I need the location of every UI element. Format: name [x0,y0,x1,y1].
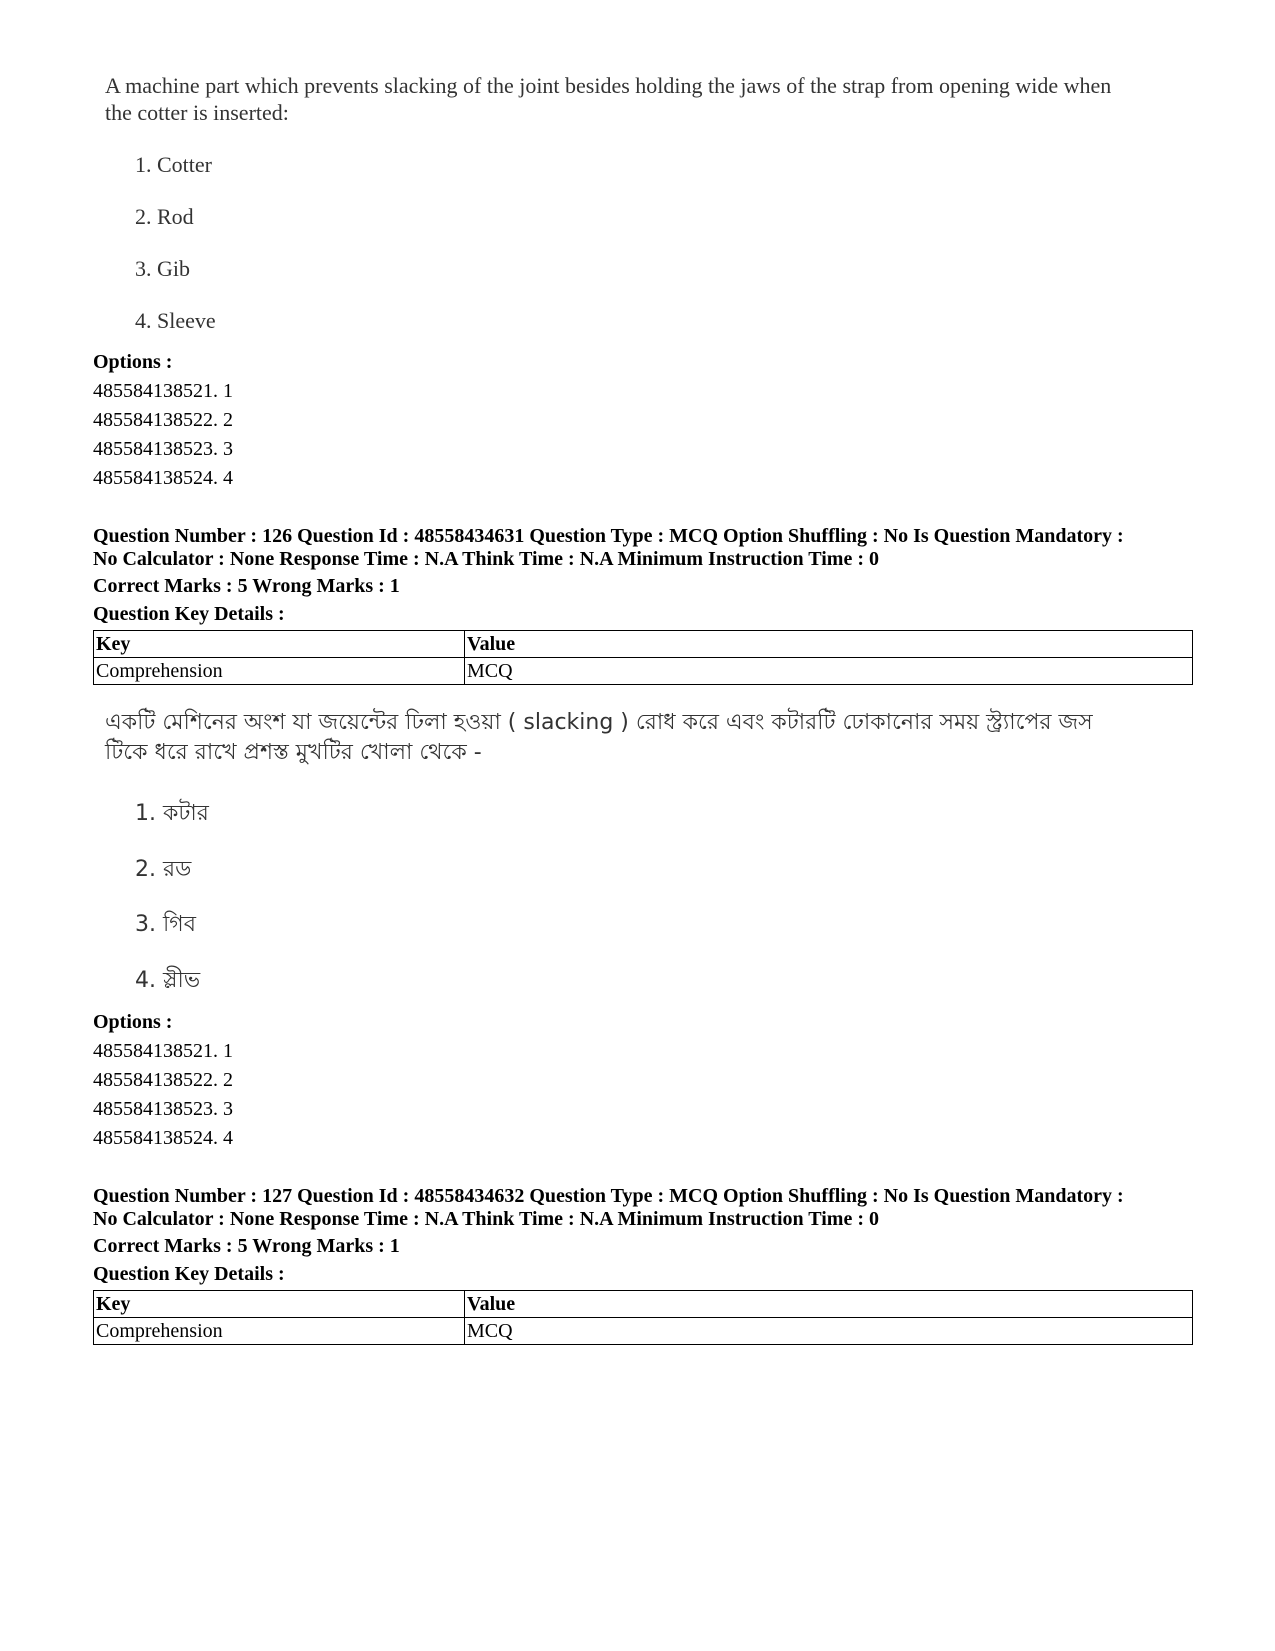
key-details-label: Question Key Details : [93,1263,285,1285]
question-option-3: 3. গিব [135,912,196,937]
question-option-1: 1. Cotter [135,152,212,177]
table-row [94,658,1193,685]
question-meta [93,1185,1193,1231]
table-header-key: Key [94,1291,465,1318]
option-code-3: 485584138523. 3 [93,1098,233,1120]
table-header-value: Value [465,631,1193,658]
marks-line: Correct Marks : 5 Wrong Marks : 1 [93,1235,400,1257]
option-code-4: 485584138524. 4 [93,467,233,489]
option-code-1: 485584138521. 1 [93,1040,233,1062]
question-option-4: 4. Sleeve [135,308,216,333]
question-image-english [105,72,1125,347]
marks-line: Correct Marks : 5 Wrong Marks : 1 [93,575,400,597]
key-value-table [93,630,1193,685]
question-option-2: 2. Rod [135,204,194,229]
meta-line-2: No Calculator : None Response Time : N.A Think Time : N.A Minimum Instruction Time : 0 [93,548,879,570]
key-value-table [93,1290,1193,1345]
table-cell-value: MCQ [465,658,1193,685]
table-header-key: Key [94,631,465,658]
question-option-1: 1. কটার [135,801,209,826]
table-cell-key: Comprehension [94,658,465,685]
options-label: Options : [93,351,173,373]
table-row [94,1318,1193,1345]
question-text-bengali: একটি মেশিনের অংশ যা জয়েন্টের ঢিলা হওয়া ( slacking ) রোধ করে এবং কটারটি ঢোকানোর সময় স্ট্র্যাপের জস টিকে ধরে রাখে প্রশস্ত মুখটির খোলা থেকে - [105,710,1093,765]
option-code-1: 485584138521. 1 [93,380,233,402]
meta-line-1: Question Number : 126 Question Id : 48558434631 Question Type : MCQ Option Shuffling : No Is Question Mandatory : [93,525,1124,547]
table-cell-key: Comprehension [94,1318,465,1345]
table-header-row [94,631,1193,658]
question-option-4: 4. স্লীভ [135,968,201,993]
question-image-bengali [105,708,1125,1008]
table-header-value: Value [465,1291,1193,1318]
question-option-3: 3. Gib [135,256,190,281]
option-code-2: 485584138522. 2 [93,409,233,431]
question-text: A machine part which prevents slacking of the joint besides holding the jaws of the strap from opening wide when the cotter is inserted: [105,73,1112,125]
option-code-3: 485584138523. 3 [93,438,233,460]
question-meta [93,525,1193,571]
table-header-row [94,1291,1193,1318]
options-block [93,1008,233,1153]
table-cell-value: MCQ [465,1318,1193,1345]
option-code-2: 485584138522. 2 [93,1069,233,1091]
key-details-label: Question Key Details : [93,603,285,625]
options-block [93,348,233,493]
question-option-2: 2. রড [135,857,192,882]
meta-line-2: No Calculator : None Response Time : N.A Think Time : N.A Minimum Instruction Time : 0 [93,1208,879,1230]
options-label: Options : [93,1011,173,1033]
option-code-4: 485584138524. 4 [93,1127,233,1149]
meta-line-1: Question Number : 127 Question Id : 48558434632 Question Type : MCQ Option Shuffling : No Is Question Mandatory : [93,1185,1124,1207]
